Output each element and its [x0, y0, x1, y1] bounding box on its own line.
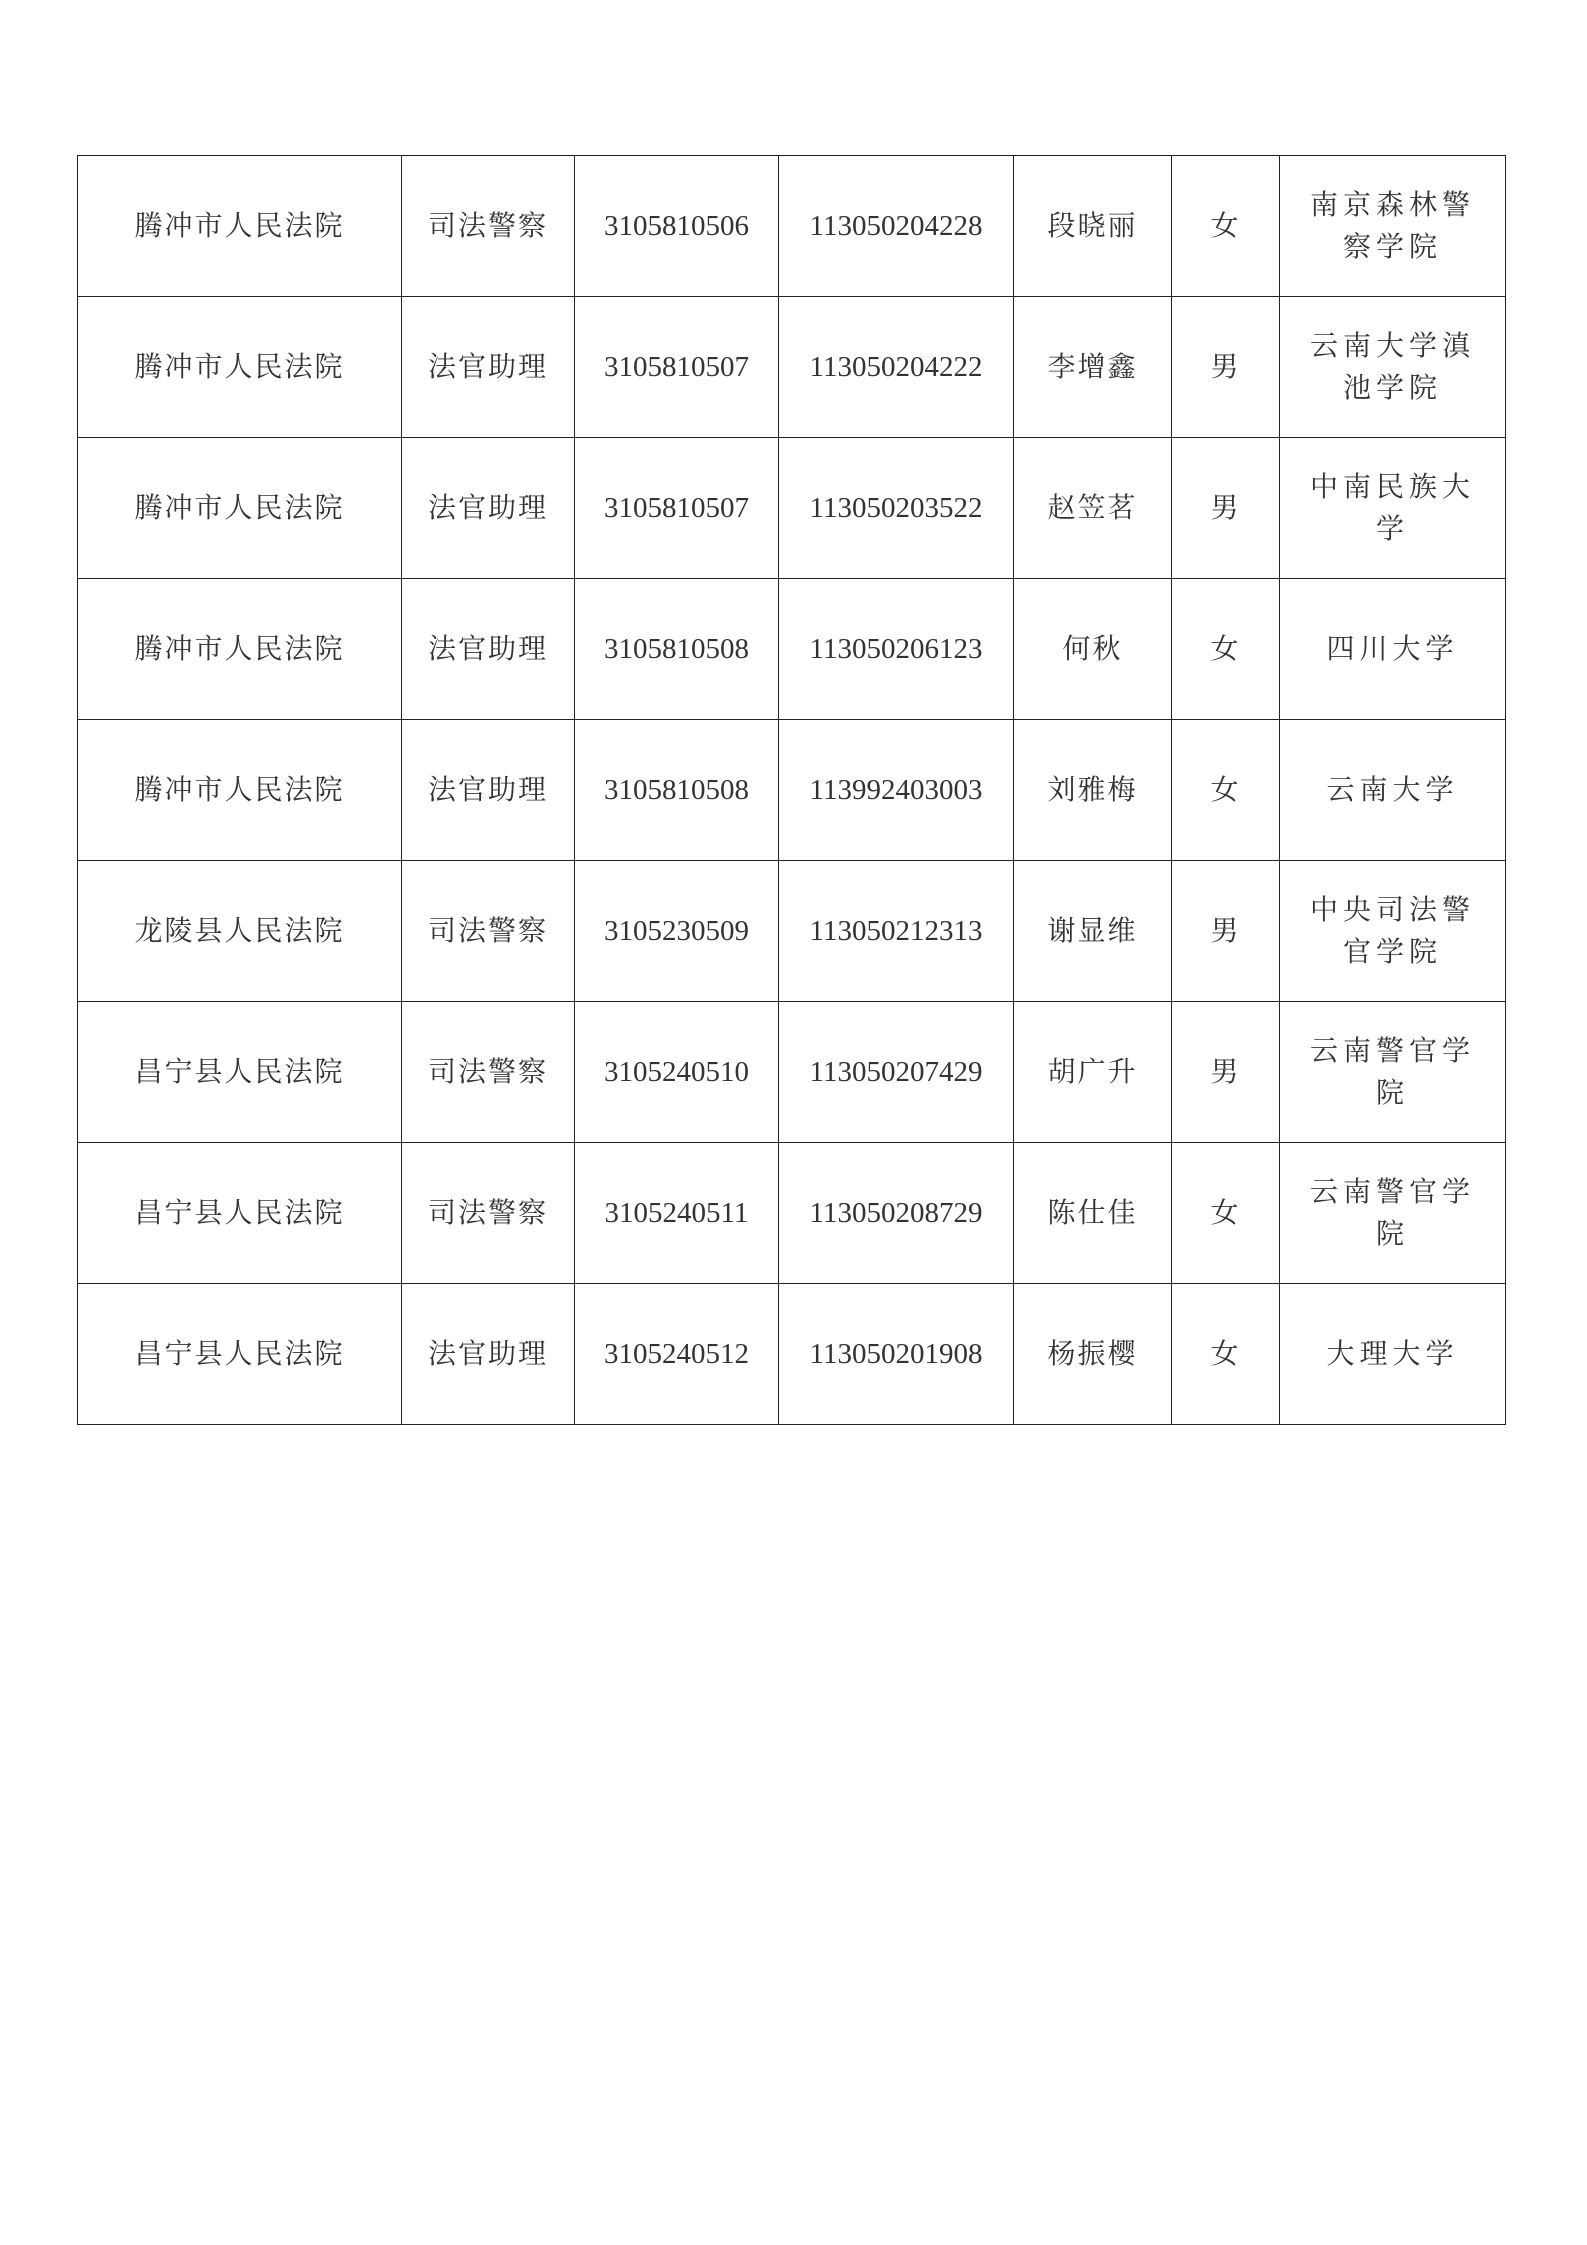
gender-cell: 男 [1172, 438, 1280, 579]
table-row [78, 156, 1506, 297]
position-cell: 法官助理 [402, 297, 575, 438]
gender-cell: 男 [1172, 297, 1280, 438]
school-cell: 四川大学 [1280, 579, 1506, 720]
position-cell: 法官助理 [402, 579, 575, 720]
name-cell: 段晓丽 [1014, 156, 1172, 297]
gender-cell: 女 [1172, 1284, 1280, 1425]
name-cell: 胡广升 [1014, 1002, 1172, 1143]
court-cell: 腾冲市人民法院 [78, 297, 402, 438]
position-code-cell: 3105240511 [575, 1143, 779, 1284]
position-code-cell: 3105810507 [575, 297, 779, 438]
gender-cell: 女 [1172, 579, 1280, 720]
position-code-cell: 3105810507 [575, 438, 779, 579]
exam-id-cell: 113050204228 [779, 156, 1014, 297]
name-cell: 陈仕佳 [1014, 1143, 1172, 1284]
position-cell: 法官助理 [402, 1284, 575, 1425]
name-cell: 李增鑫 [1014, 297, 1172, 438]
exam-id-cell: 113050201908 [779, 1284, 1014, 1425]
exam-id-cell: 113050206123 [779, 579, 1014, 720]
gender-cell: 男 [1172, 861, 1280, 1002]
table-row [78, 720, 1506, 861]
table-row [78, 1002, 1506, 1143]
school-cell: 中南民族大学 [1280, 438, 1506, 579]
table-row [78, 1284, 1506, 1425]
table-row [78, 579, 1506, 720]
school-cell: 云南大学 [1280, 720, 1506, 861]
table-row [78, 1143, 1506, 1284]
name-cell: 杨振樱 [1014, 1284, 1172, 1425]
position-code-cell: 3105810506 [575, 156, 779, 297]
court-cell: 腾冲市人民法院 [78, 438, 402, 579]
gender-cell: 女 [1172, 156, 1280, 297]
candidate-table [77, 155, 1506, 1425]
gender-cell: 女 [1172, 720, 1280, 861]
exam-id-cell: 113050203522 [779, 438, 1014, 579]
position-cell: 司法警察 [402, 156, 575, 297]
court-cell: 昌宁县人民法院 [78, 1143, 402, 1284]
exam-id-cell: 113050212313 [779, 861, 1014, 1002]
position-code-cell: 3105810508 [575, 720, 779, 861]
position-code-cell: 3105240510 [575, 1002, 779, 1143]
position-cell: 司法警察 [402, 1002, 575, 1143]
court-cell: 昌宁县人民法院 [78, 1284, 402, 1425]
court-cell: 龙陵县人民法院 [78, 861, 402, 1002]
court-cell: 腾冲市人民法院 [78, 156, 402, 297]
name-cell: 谢显维 [1014, 861, 1172, 1002]
table-row [78, 438, 1506, 579]
court-cell: 昌宁县人民法院 [78, 1002, 402, 1143]
position-code-cell: 3105810508 [575, 579, 779, 720]
school-cell: 中央司法警官学院 [1280, 861, 1506, 1002]
court-cell: 腾冲市人民法院 [78, 720, 402, 861]
table-row [78, 297, 1506, 438]
school-cell: 云南大学滇池学院 [1280, 297, 1506, 438]
position-cell: 司法警察 [402, 861, 575, 1002]
gender-cell: 男 [1172, 1002, 1280, 1143]
exam-id-cell: 113050208729 [779, 1143, 1014, 1284]
position-code-cell: 3105230509 [575, 861, 779, 1002]
position-code-cell: 3105240512 [575, 1284, 779, 1425]
exam-id-cell: 113050204222 [779, 297, 1014, 438]
school-cell: 大理大学 [1280, 1284, 1506, 1425]
name-cell: 何秋 [1014, 579, 1172, 720]
school-cell: 南京森林警察学院 [1280, 156, 1506, 297]
court-cell: 腾冲市人民法院 [78, 579, 402, 720]
position-cell: 法官助理 [402, 720, 575, 861]
position-cell: 司法警察 [402, 1143, 575, 1284]
name-cell: 刘雅梅 [1014, 720, 1172, 861]
table-row [78, 861, 1506, 1002]
name-cell: 赵笠茗 [1014, 438, 1172, 579]
position-cell: 法官助理 [402, 438, 575, 579]
school-cell: 云南警官学院 [1280, 1143, 1506, 1284]
school-cell: 云南警官学院 [1280, 1002, 1506, 1143]
gender-cell: 女 [1172, 1143, 1280, 1284]
exam-id-cell: 113992403003 [779, 720, 1014, 861]
exam-id-cell: 113050207429 [779, 1002, 1014, 1143]
